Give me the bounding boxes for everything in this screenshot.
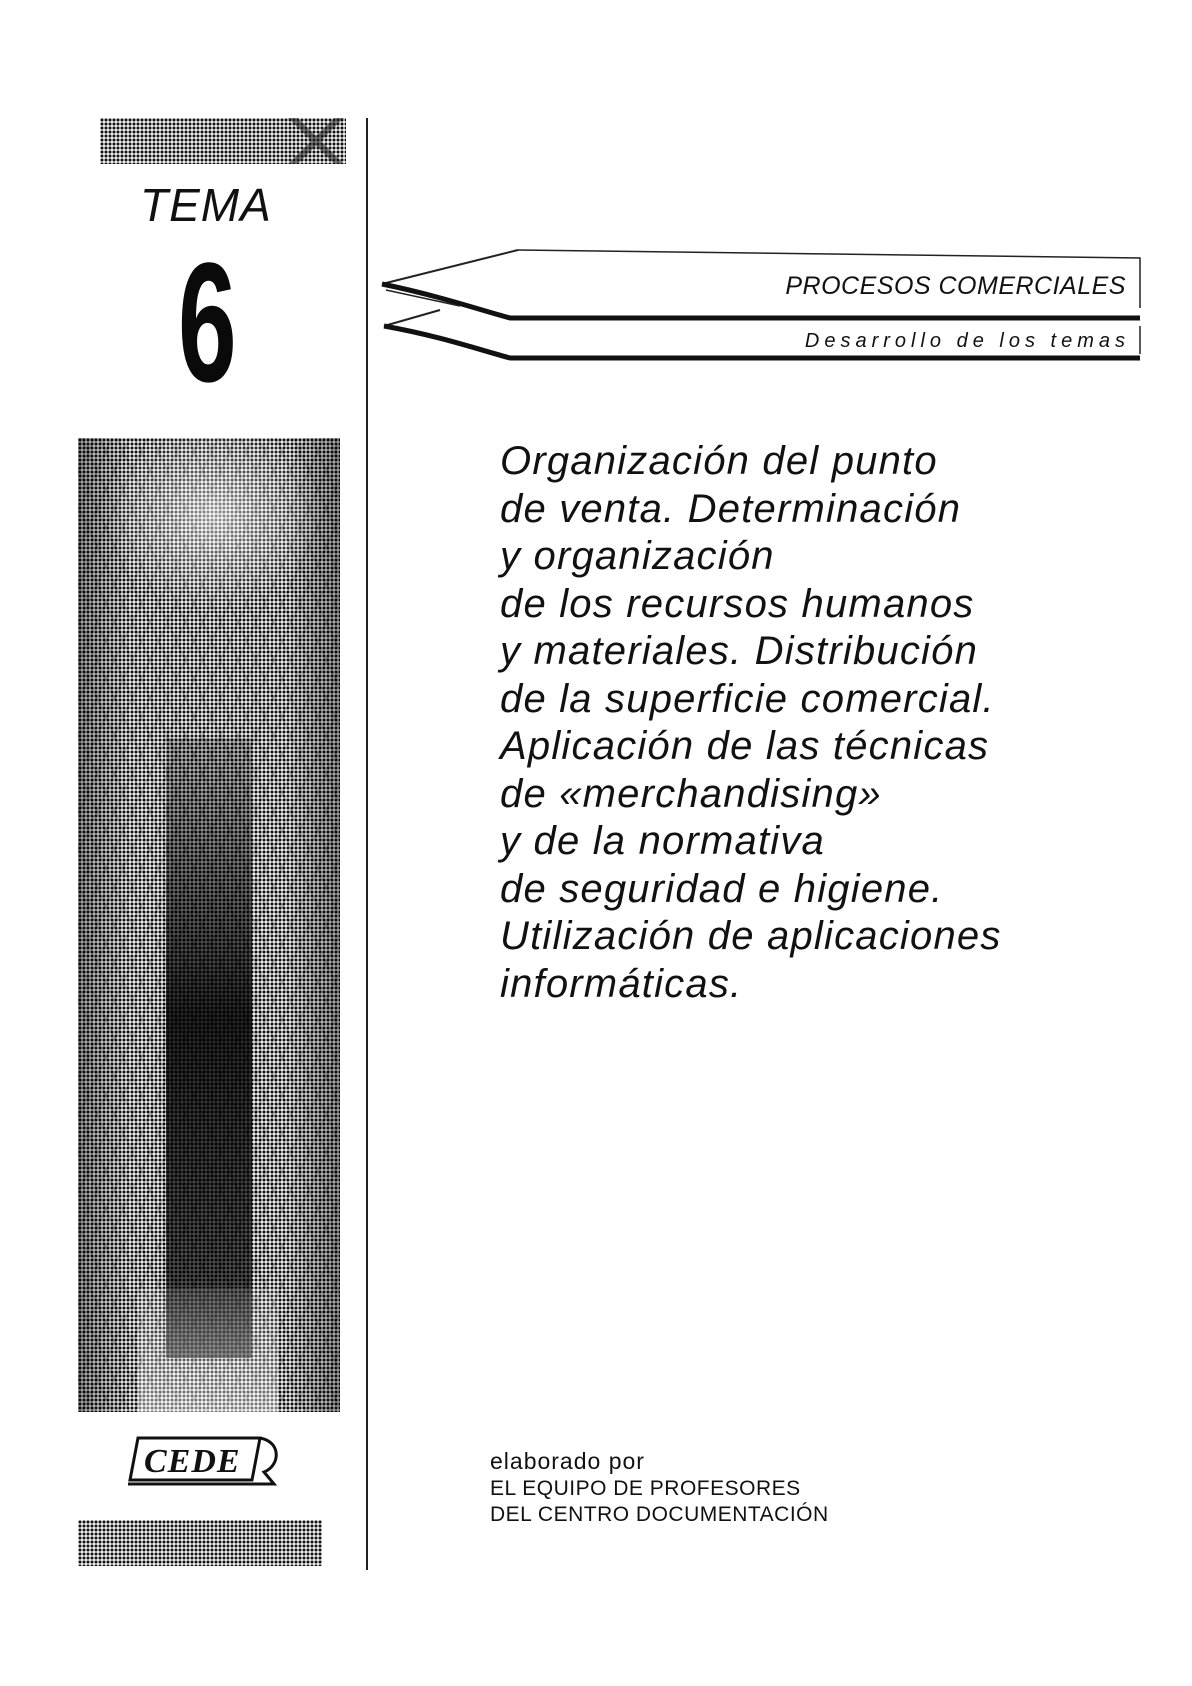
topic-line: y materiales. Distribución: [500, 629, 979, 673]
photo-vignette: [78, 438, 340, 1412]
supermarket-aisle-photo: [78, 438, 340, 1412]
topic-line: informáticas.: [500, 961, 743, 1006]
halftone-top-band: [100, 118, 346, 164]
halftone-bottom-band: [78, 1520, 322, 1566]
tema-label: TEMA: [140, 179, 272, 231]
section-title: PROCESOS COMERCIALES: [785, 272, 1126, 300]
topic-line: Utilización de aplicaciones: [500, 914, 1002, 958]
topic-line: Aplicación de las técnicas: [500, 724, 990, 768]
credits-block: [490, 1446, 990, 1528]
cede-logo: [124, 1432, 286, 1488]
topic-line: y organización: [500, 534, 775, 578]
vertical-divider: [366, 118, 368, 1570]
topic-line: de la superficie comercial.: [500, 676, 995, 721]
credits-authors-line-1: EL EQUIPO DE PROFESORES: [490, 1477, 801, 1500]
section-subtitle: Desarrollo de los temas: [804, 330, 1130, 352]
credits-authors-line-2: DEL CENTRO DOCUMENTACIÓN: [490, 1503, 829, 1526]
topic-line: y de la normativa: [500, 819, 825, 863]
band-diagonal-decoration: [286, 118, 346, 164]
topic-line: de los recursos humanos: [500, 581, 975, 626]
tema-number: 6: [178, 228, 237, 418]
svg-text:CEDE: CEDE: [144, 1443, 241, 1480]
topic-heading: [500, 438, 1120, 1008]
credits-intro: elaborado por: [490, 1448, 645, 1474]
topic-line: de «merchandising»: [500, 771, 882, 816]
topic-line: Organización del punto: [500, 439, 938, 483]
topic-line: de venta. Determinación: [500, 486, 962, 531]
topic-line: de seguridad e higiene.: [500, 866, 944, 911]
